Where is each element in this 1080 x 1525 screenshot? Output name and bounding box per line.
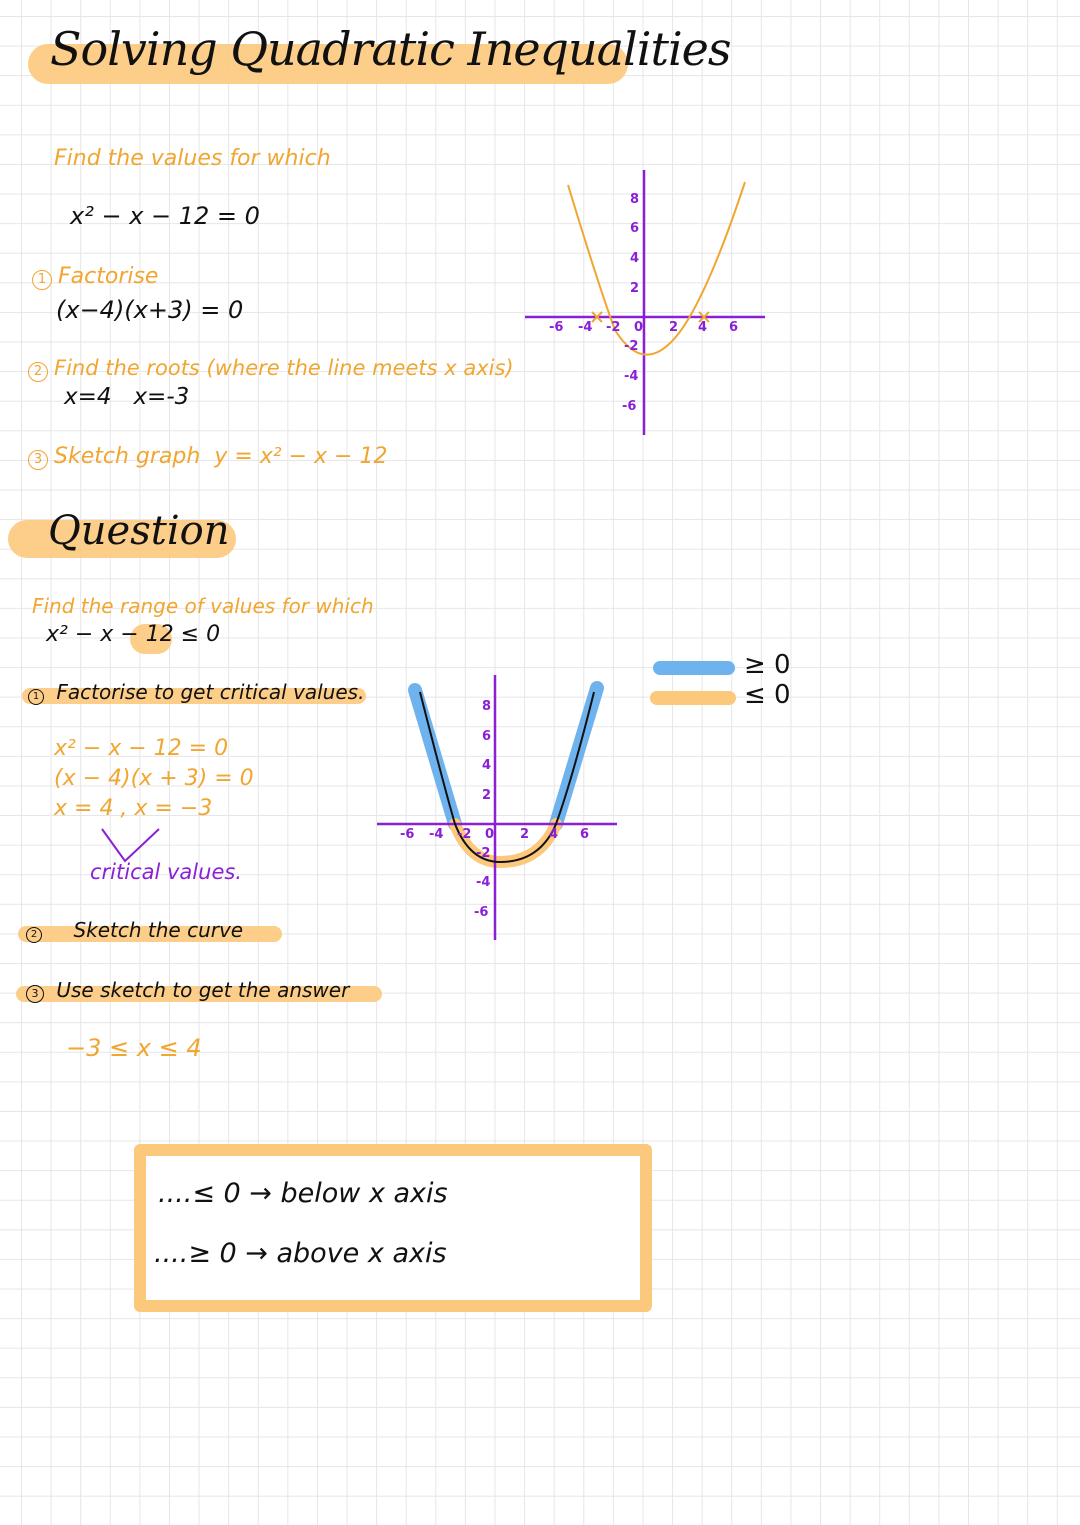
intro-step1 bbox=[32, 264, 158, 290]
graph-intro bbox=[520, 165, 770, 440]
x-tick: -6 bbox=[549, 320, 564, 335]
step-number: 1 bbox=[32, 270, 52, 290]
working-line-3: x = 4 , x = −3 bbox=[54, 796, 213, 821]
y-tick: 8 bbox=[630, 192, 640, 207]
critical-values-label: critical values. bbox=[90, 860, 242, 884]
step-label: Use sketch to get the answer bbox=[56, 978, 350, 1002]
step-number: 3 bbox=[28, 450, 48, 470]
x-tick: 6 bbox=[729, 320, 739, 335]
x-tick: 0 bbox=[634, 320, 644, 335]
intro-step2 bbox=[28, 356, 514, 382]
intro-step1-work: (x−4)(x+3) = 0 bbox=[56, 296, 244, 324]
answer: −3 ≤ x ≤ 4 bbox=[66, 1034, 202, 1062]
step-number: 2 bbox=[26, 927, 42, 943]
step-label: Factorise bbox=[58, 264, 159, 289]
critical-arrow bbox=[95, 825, 165, 865]
y-tick: 6 bbox=[630, 221, 640, 236]
y-tick: -4 bbox=[476, 875, 491, 890]
rule-line-below: ....≤ 0 → below x axis bbox=[158, 1178, 448, 1209]
y-tick: 6 bbox=[482, 729, 492, 744]
y-tick: 4 bbox=[630, 251, 640, 266]
rule-line-above: ....≥ 0 → above x axis bbox=[154, 1238, 447, 1269]
legend-label-below: ≤ 0 bbox=[744, 680, 791, 710]
x-tick: 4 bbox=[698, 320, 708, 335]
x-tick: 2 bbox=[520, 827, 530, 842]
x-tick: -4 bbox=[429, 827, 444, 842]
step-number: 1 bbox=[28, 689, 44, 705]
question-heading: Question bbox=[48, 508, 230, 554]
y-tick: 2 bbox=[482, 788, 492, 803]
question-inequality: x² − x − 12 ≤ 0 bbox=[46, 622, 221, 647]
step-number: 3 bbox=[26, 985, 44, 1003]
question-prompt: Find the range of values for which bbox=[32, 594, 374, 618]
question-step1 bbox=[28, 680, 364, 705]
y-tick: -6 bbox=[474, 905, 489, 920]
parabola-curve bbox=[568, 182, 745, 355]
x-tick: -2 bbox=[606, 320, 621, 335]
page-title: Solving Quadratic Inequalities bbox=[50, 22, 731, 76]
y-tick: -6 bbox=[622, 399, 637, 414]
graph-question bbox=[370, 670, 630, 945]
intro-prompt: Find the values for which bbox=[54, 146, 331, 171]
x-tick: 6 bbox=[580, 827, 590, 842]
x-tick: -4 bbox=[578, 320, 593, 335]
step-label: Sketch the curve bbox=[73, 918, 244, 942]
y-tick: 4 bbox=[482, 758, 492, 773]
y-tick: -2 bbox=[476, 846, 491, 861]
legend-swatch-blue bbox=[653, 661, 735, 675]
x-tick: -6 bbox=[400, 827, 415, 842]
intro-step3 bbox=[28, 444, 387, 470]
intro-step2-work: x=4 x=-3 bbox=[64, 384, 190, 410]
step-work: y = x² − x − 12 bbox=[214, 444, 388, 469]
y-tick: 8 bbox=[482, 699, 492, 714]
y-tick: 2 bbox=[630, 281, 640, 296]
x-tick: 2 bbox=[669, 320, 679, 335]
question-step3 bbox=[26, 978, 349, 1003]
working-line-2: (x − 4)(x + 3) = 0 bbox=[54, 766, 254, 791]
step-number: 2 bbox=[28, 362, 48, 382]
x-tick: 0 bbox=[485, 827, 495, 842]
legend-swatch-orange bbox=[650, 691, 736, 705]
question-step2 bbox=[26, 918, 243, 943]
working-line-1: x² − x − 12 = 0 bbox=[54, 736, 229, 761]
y-tick: -2 bbox=[624, 339, 639, 354]
x-tick: 4 bbox=[549, 827, 559, 842]
step-label: Find the roots (where the line meets x axis) bbox=[54, 356, 514, 380]
rule-box bbox=[134, 1144, 652, 1312]
legend-label-above: ≥ 0 bbox=[744, 650, 791, 680]
y-tick: -4 bbox=[624, 369, 639, 384]
step-label: Sketch graph bbox=[54, 444, 201, 469]
intro-equation: x² − x − 12 = 0 bbox=[70, 202, 260, 230]
step-label: Factorise to get critical values. bbox=[56, 680, 365, 704]
x-tick: -2 bbox=[457, 827, 472, 842]
